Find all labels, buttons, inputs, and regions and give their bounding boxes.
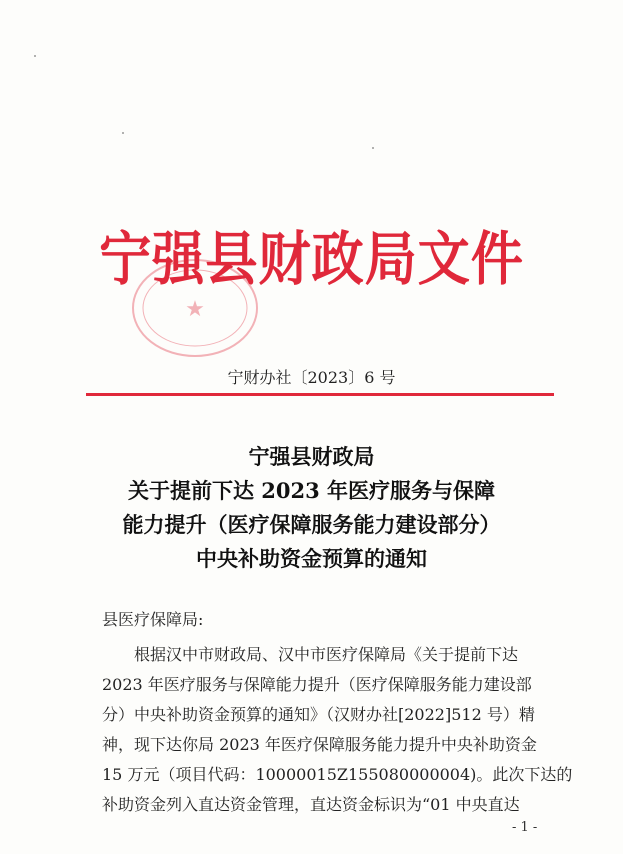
notice-title-line: 宁强县财政局	[248, 444, 375, 469]
notice-title	[0, 440, 623, 576]
notice-title-line: 关于提前下达 2023 年医疗服务与保障	[127, 478, 496, 503]
svg-text:★: ★	[185, 297, 205, 322]
scan-speck	[122, 132, 124, 134]
scan-speck	[372, 147, 374, 149]
body-line: 神，现下达你局 2023 年医疗保障服务能力提升中央补助资金	[102, 735, 537, 754]
body-line: 分）中央补助资金预算的通知》（汉财办社[2022]512 号）精	[102, 705, 535, 724]
red-divider-rule	[86, 393, 554, 396]
issuer-header-title: 宁强县财政局文件	[99, 225, 524, 293]
notice-title-line: 中央补助资金预算的通知	[196, 546, 427, 571]
salutation: 县医疗保障局:	[102, 610, 204, 629]
scan-speck	[34, 55, 36, 57]
body-line: 根据汉中市财政局、汉中市医疗保障局《关于提前下达	[134, 645, 519, 664]
body-line: 补助资金列入直达资金管理，直达资金标识为“01 中央直达	[102, 795, 520, 814]
body-paragraph	[102, 640, 573, 820]
document-number: 宁财办社〔2023〕6 号	[227, 368, 396, 387]
page-number: - 1 -	[512, 820, 538, 835]
notice-title-line: 能力提升（医疗保障服务能力建设部分）	[122, 512, 501, 537]
body-line: 2023 年医疗服务与保障能力提升（医疗保障服务能力建设部	[102, 675, 532, 694]
body-line: 15 万元（项目代码：10000015Z155080000004)。此次下达的	[102, 765, 573, 784]
